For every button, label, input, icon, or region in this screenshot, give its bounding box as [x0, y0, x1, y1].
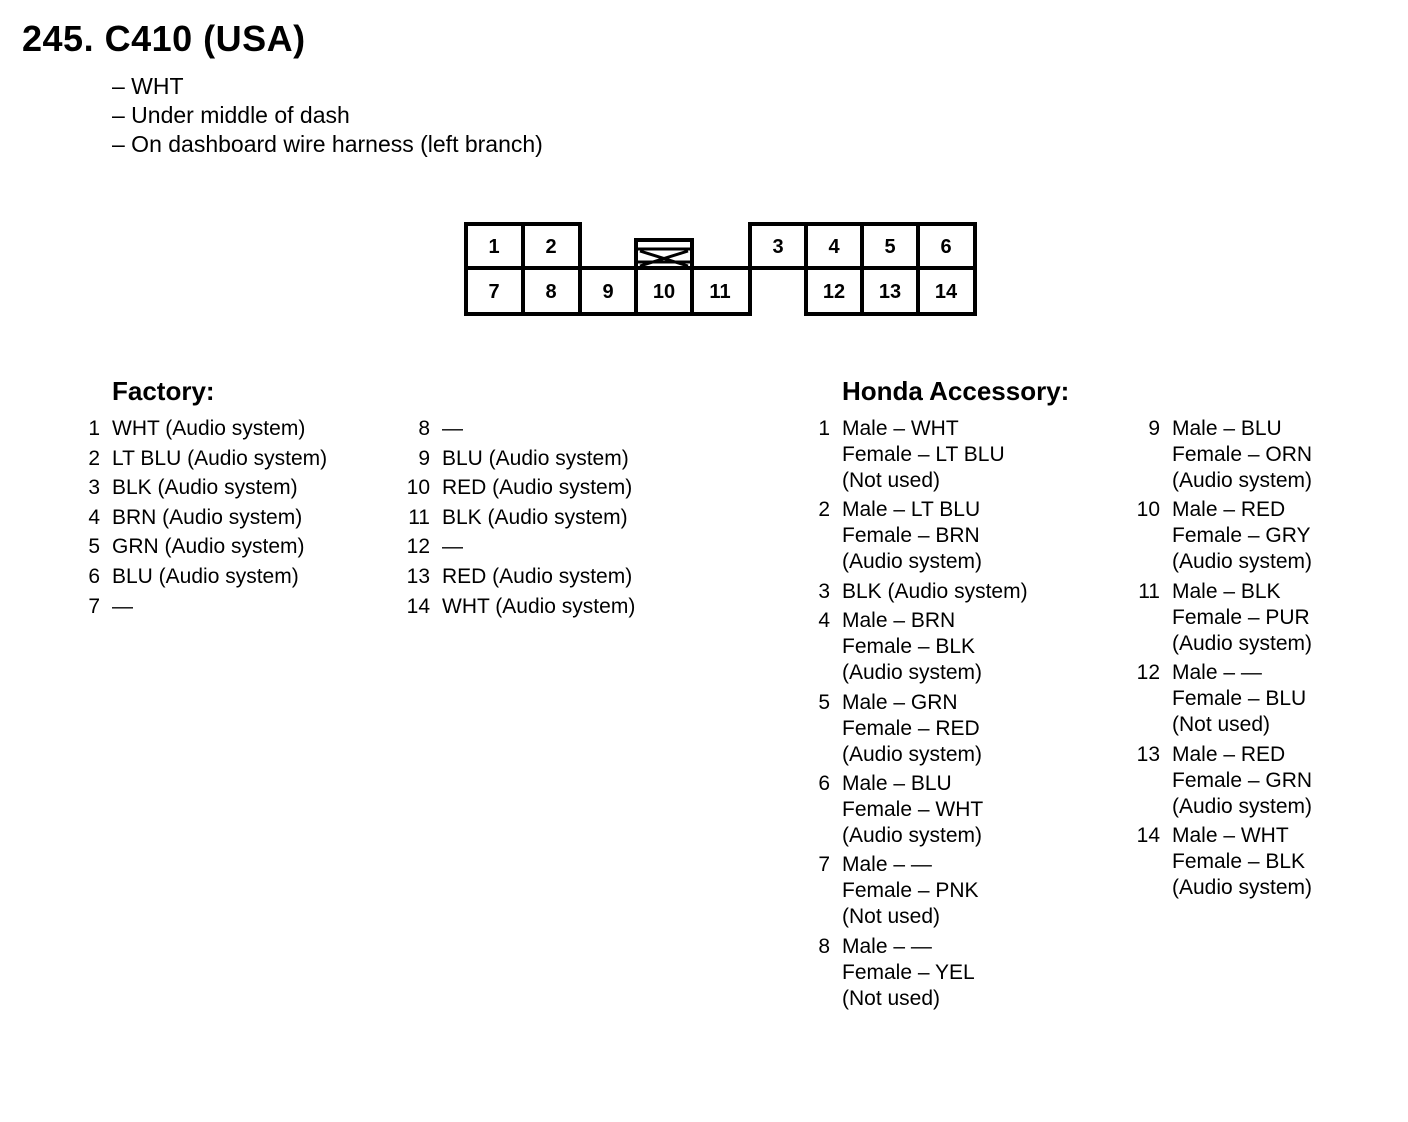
pin-number: 11: [408, 505, 430, 529]
pin-number: 6: [818, 771, 830, 795]
terminal-label: 11: [709, 281, 731, 303]
pin-wire-line: Male – BLU: [842, 771, 952, 795]
pin-wire: WHT (Audio system): [112, 417, 306, 440]
pin-wire-line: (Audio system): [1172, 469, 1313, 492]
pin-wire-line: Female – PUR: [1172, 605, 1310, 629]
pin-number: 8: [418, 417, 430, 440]
pin-row: [84, 444, 327, 474]
factory-pin-list-left: [84, 414, 327, 621]
pin-wire-details: [842, 771, 983, 849]
pin-wire-line: Female – BLK: [842, 635, 976, 659]
terminal-label: 1: [488, 236, 500, 258]
pin-wire-line: (Audio system): [842, 661, 983, 685]
pin-row: [404, 592, 635, 622]
factory-heading: Factory:: [112, 376, 215, 406]
pin-wire: BRN (Audio system): [112, 505, 303, 529]
pin-row: [404, 503, 635, 533]
pin-wire-line: Male – RED: [1172, 498, 1286, 522]
terminal-label: 7: [488, 281, 500, 303]
pin-row: [404, 532, 635, 562]
pin-wire-line: (Not used): [842, 469, 941, 492]
accessory-pin-entry: [812, 579, 1028, 605]
pin-wire-line: Female – WHT: [842, 797, 984, 821]
pin-number: 14: [406, 594, 430, 618]
pin-wire-details: [1172, 660, 1306, 738]
pin-number: 3: [88, 476, 100, 500]
connector-color: – WHT: [112, 73, 184, 99]
pin-number: 7: [818, 853, 830, 877]
accessory-pin-list-left: [812, 416, 1028, 1015]
accessory-pin-entry: [812, 934, 1028, 1012]
pin-wire: —: [442, 535, 463, 559]
pin-row: [404, 414, 635, 444]
pin-number: 8: [818, 934, 830, 958]
pin-wire-details: [842, 579, 1028, 605]
pin-wire-line: Male – —: [842, 853, 932, 877]
pin-number: 9: [1148, 417, 1160, 440]
pin-wire-line: (Audio system): [842, 742, 983, 766]
pin-wire-line: (Not used): [842, 905, 941, 929]
pin-wire-details: [1172, 742, 1312, 820]
pin-number: 12: [406, 535, 430, 559]
terminal-label: 5: [884, 236, 896, 258]
accessory-pin-entry: [812, 497, 1028, 575]
terminal-label: 14: [934, 281, 958, 303]
connector-title: 245. C410 (USA): [22, 18, 306, 59]
pin-wire-line: (Not used): [842, 986, 941, 1010]
pin-number: 2: [818, 498, 830, 522]
pin-wire-line: (Audio system): [842, 823, 983, 847]
pin-number: 5: [818, 690, 830, 714]
pin-wire-line: Male – LT BLU: [842, 498, 981, 522]
pin-wire-details: [842, 608, 982, 686]
pin-row: [404, 444, 635, 474]
pin-wire-line: Female – YEL: [842, 960, 975, 984]
pin-number: 10: [1136, 498, 1160, 522]
pin-wire-line: Male – —: [842, 934, 932, 958]
pin-number: 3: [818, 579, 830, 603]
pin-wire: LT BLU (Audio system): [112, 446, 328, 470]
pin-wire: BLK (Audio system): [442, 505, 628, 529]
factory-pin-list-right: [404, 414, 635, 621]
pin-wire-line: Female – LT BLU: [842, 443, 1005, 466]
pin-wire-line: Male – BRN: [842, 609, 956, 633]
pin-number: 10: [406, 476, 430, 500]
pin-wire: RED (Audio system): [442, 564, 633, 588]
accessory-heading: Honda Accessory:: [842, 376, 1070, 406]
pin-wire-line: (Audio system): [1172, 875, 1313, 899]
connector-harness: – On dashboard wire harness (left branch): [112, 131, 543, 157]
pin-wire-line: (Not used): [1172, 713, 1271, 737]
terminal-label: 3: [772, 236, 784, 258]
pin-number: 13: [1136, 742, 1160, 766]
accessory-pin-entry: [812, 771, 1028, 849]
pin-wire: BLK (Audio system): [112, 476, 298, 500]
pin-wire-line: Female – GRN: [1172, 768, 1313, 792]
pin-wire-line: (Audio system): [1172, 550, 1313, 574]
accessory-pin-entry: [1132, 497, 1312, 575]
pin-wire: WHT (Audio system): [442, 594, 636, 618]
pin-number: 1: [88, 417, 100, 440]
pin-wire-details: [842, 852, 979, 930]
pin-wire-line: Female – BRN: [842, 524, 980, 548]
accessory-pin-entry: [812, 690, 1028, 768]
accessory-pin-list-right: [1132, 416, 1312, 904]
pin-wire-line: BLK (Audio system): [842, 579, 1028, 603]
terminal-label: 6: [940, 236, 952, 258]
accessory-pin-entry: [1132, 416, 1312, 494]
pin-row: [84, 503, 327, 533]
pin-number: 4: [88, 505, 100, 529]
pin-number: 11: [1138, 579, 1160, 603]
pin-number: 12: [1136, 661, 1160, 685]
pin-wire-details: [842, 497, 982, 575]
pin-row: [84, 414, 327, 444]
pin-wire-line: Female – RED: [842, 716, 980, 740]
pin-row: [404, 562, 635, 592]
pin-wire-line: Female – PNK: [842, 879, 979, 903]
terminal-label: 10: [652, 281, 676, 303]
pin-number: 5: [88, 535, 100, 559]
accessory-pin-entry: [1132, 660, 1312, 738]
pin-number: 7: [88, 594, 100, 618]
pin-row: [84, 592, 327, 622]
pin-wire-line: Male – BLU: [1172, 417, 1282, 440]
pin-number: 6: [88, 564, 100, 588]
pin-wire-line: Female – BLK: [1172, 849, 1306, 873]
pin-wire-line: Female – BLU: [1172, 687, 1307, 711]
pin-wire-line: Male – BLK: [1172, 579, 1281, 603]
pin-wire-line: Female – GRY: [1172, 524, 1311, 548]
pin-wire: —: [442, 417, 463, 440]
pin-row: [84, 562, 327, 592]
pin-wire: BLU (Audio system): [112, 564, 299, 588]
pin-number: 14: [1136, 823, 1160, 847]
connector-location: – Under middle of dash: [112, 102, 350, 128]
pin-wire-line: (Audio system): [1172, 631, 1313, 655]
pin-wire-line: Male – —: [1172, 661, 1262, 685]
pin-row: [404, 473, 635, 503]
pin-wire-details: [1172, 823, 1312, 901]
pin-number: 2: [88, 446, 100, 470]
pin-wire-details: [842, 934, 975, 1012]
pin-number: 9: [418, 446, 430, 470]
pin-wire-details: [842, 416, 1005, 494]
pin-wire-line: Male – RED: [1172, 742, 1286, 766]
pin-wire-line: Male – WHT: [842, 417, 959, 440]
pin-wire-details: [842, 690, 982, 768]
pin-wire: BLU (Audio system): [442, 446, 629, 470]
pin-number: 4: [818, 609, 830, 633]
pin-wire-line: (Audio system): [842, 550, 983, 574]
accessory-pin-entry: [812, 608, 1028, 686]
pin-wire: GRN (Audio system): [112, 535, 305, 559]
pin-number: 1: [818, 417, 830, 440]
terminal-label: 12: [822, 281, 846, 303]
accessory-pin-entry: [812, 416, 1028, 494]
pin-wire-line: Male – WHT: [1172, 823, 1289, 847]
pin-number: 13: [406, 564, 430, 588]
pin-wire-line: Female – ORN: [1172, 443, 1313, 466]
terminal-label: 8: [545, 281, 557, 303]
accessory-pin-entry: [1132, 579, 1312, 657]
accessory-pin-entry: [1132, 823, 1312, 901]
pin-wire-details: [1172, 497, 1312, 575]
terminal-label: 4: [828, 236, 840, 258]
pin-wire-line: Male – GRN: [842, 690, 958, 714]
pin-wire-details: [1172, 579, 1312, 657]
pin-wire-line: (Audio system): [1172, 794, 1313, 818]
accessory-pin-entry: [1132, 742, 1312, 820]
pin-row: [84, 473, 327, 503]
connector-face-diagram: [0, 0, 1408, 340]
pin-wire: —: [112, 594, 133, 618]
accessory-pin-entry: [812, 852, 1028, 930]
pin-wire-details: [1172, 416, 1312, 494]
terminal-label: 2: [545, 236, 557, 258]
pin-wire: RED (Audio system): [442, 476, 633, 500]
terminal-label: 13: [878, 281, 902, 303]
pin-row: [84, 532, 327, 562]
terminal-label: 9: [602, 281, 614, 303]
